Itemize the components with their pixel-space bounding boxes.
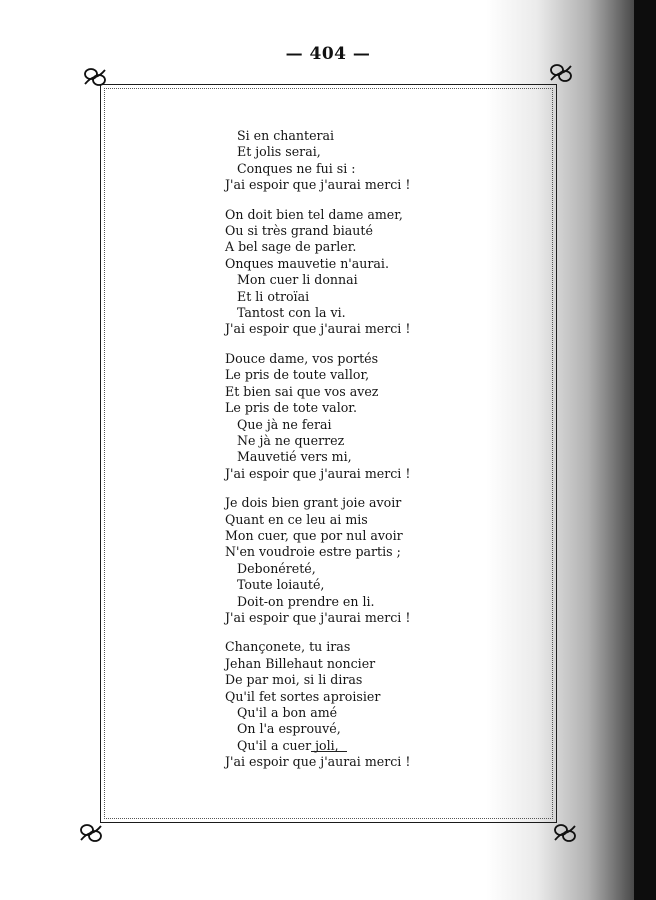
poem-line: Douce dame, vos portés [225,350,379,366]
poem-line: Onques mauvetie n'aurai. [225,255,389,271]
poem-line: Que jà ne ferai [237,416,332,432]
poem-line: Mon cuer, que por nul avoir [225,527,403,543]
poem-line: Toute loiauté, [237,577,325,593]
poem-line: Ou si très grand biauté [225,223,373,239]
poem-line: Chançonete, tu iras [225,639,351,655]
page-number: — 404 — [285,44,371,64]
corner-ornament-top-right-icon [548,62,574,84]
poem-line: Et jolis serai, [237,144,321,160]
poem-stanza [225,495,465,626]
poem-line: Et li otroïai [237,288,310,304]
poem-line: J'ai espoir que j'aurai merci ! [225,609,411,625]
poem-line: On l'a esprouvé, [237,721,341,737]
poem-line: Je dois bien grant joie avoir [225,495,402,511]
poem-line: Debonéreté, [237,560,316,576]
poem-stanza [225,351,465,482]
corner-ornament-bottom-left-icon [78,822,104,844]
poem-line: Le pris de toute vallor, [225,367,370,383]
poem-stanza [225,207,465,338]
poem-line: N'en voudroie estre partis ; [225,544,401,560]
poem-line: Le pris de tote valor. [225,400,357,416]
poem-body [225,128,465,784]
poem-line: Qu'il a bon amé [237,705,338,720]
corner-ornament-bottom-right-icon [552,822,578,844]
poem-line: Qu'il a cuer joli, [237,737,339,753]
corner-ornament-top-left-icon [82,66,108,88]
poem-line: Si en chanterai [237,128,335,143]
closing-rule [311,751,347,752]
book-gutter [634,0,656,900]
poem-line: A bel sage de parler. [225,239,357,255]
poem-line: J'ai espoir que j'aurai merci ! [225,321,411,337]
poem-line: Mon cuer li donnai [237,272,358,288]
poem-line: Jehan Billehaut noncier [225,655,376,671]
poem-line: J'ai espoir que j'aurai merci ! [225,754,411,770]
poem-line: Mauvetié vers mi, [237,449,352,465]
poem-line: J'ai espoir que j'aurai merci ! [225,177,411,193]
poem-line: Tantost con la vi. [237,305,346,321]
poem-line: Doit-on prendre en li. [237,593,375,609]
poem-line: On doit bien tel dame amer, [225,206,403,222]
poem-line: Conques ne fui si : [237,160,356,176]
poem-line: Ne jà ne querrez [237,432,345,448]
poem-line: Et bien sai que vos avez [225,383,379,399]
poem-line: J'ai espoir que j'aurai merci ! [225,465,411,481]
poem-line: De par moi, si li diras [225,672,363,688]
poem-line: Quant en ce leu ai mis [225,511,368,527]
poem-line: Qu'il fet sortes aproisier [225,688,381,704]
poem-stanza [225,128,465,194]
